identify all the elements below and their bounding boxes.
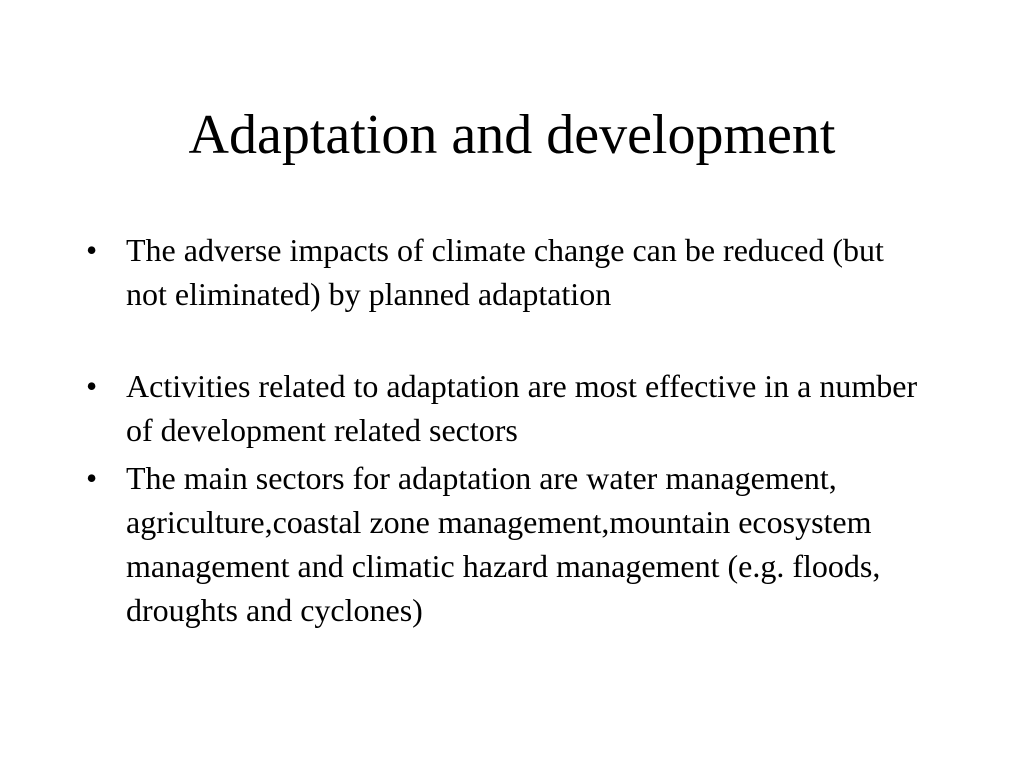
bullet-item	[86, 456, 926, 632]
slide-title: Adaptation and development	[188, 104, 836, 166]
bullet-marker: •	[86, 460, 98, 496]
bullet-list	[86, 228, 926, 636]
bullet-marker: •	[86, 232, 98, 268]
bullet-item	[86, 364, 926, 452]
bullet-text: The adverse impacts of climate change can be reduced (but not eliminated) by planned adaptation	[126, 232, 884, 312]
bullet-text: Activities related to adaptation are most effective in a number of development related sectors	[126, 368, 918, 448]
bullet-item	[86, 228, 926, 360]
bullet-text: The main sectors for adaptation are water management, agriculture,coastal zone management,mountain ecosystem management and climatic hazard management (e.g. floods, droughts and cyclones)	[126, 460, 881, 628]
bullet-marker: •	[86, 368, 98, 404]
